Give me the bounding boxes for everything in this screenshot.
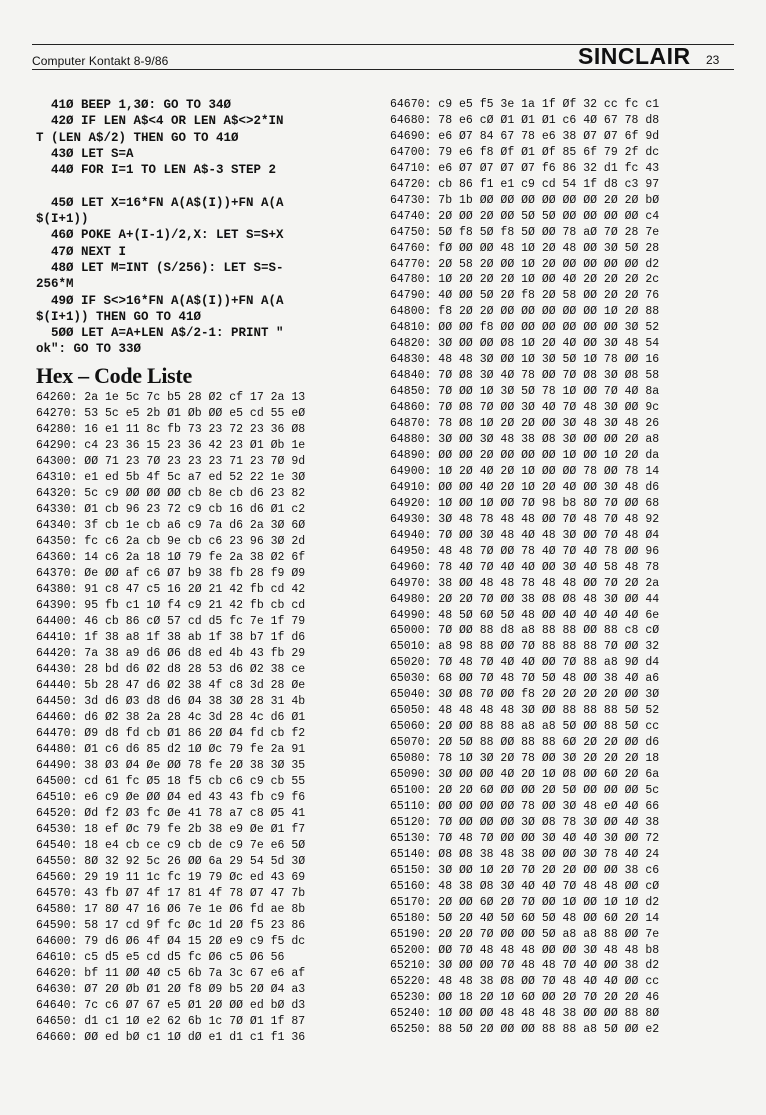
hex-line: 64960: 78 4Ø 7Ø 4Ø 4Ø ØØ 3Ø 4Ø 58 48 78	[390, 560, 660, 574]
hex-line: 65130: 7Ø 48 7Ø ØØ ØØ 3Ø 4Ø 4Ø 3Ø ØØ 72	[390, 831, 660, 845]
hex-line: 64830: 48 48 3Ø ØØ 1Ø 3Ø 5Ø 1Ø 78 ØØ 16	[390, 353, 660, 367]
hex-line: 64390: 95 fb c1 1Ø f4 c9 21 42 fb cb cd	[36, 598, 306, 612]
basic-line: ok": GO TO 33Ø	[36, 342, 142, 357]
hex-line: 64700: 79 e6 f8 Øf Ø1 Øf 85 6f 79 2f dc	[390, 145, 660, 159]
hex-line: 64270: 53 5c e5 2b Ø1 Øb ØØ e5 cd 55 eØ	[36, 406, 306, 420]
basic-line	[36, 178, 356, 194]
hex-line: 64680: 78 e6 cØ Ø1 Ø1 Ø1 c6 4Ø 67 78 d8	[390, 113, 660, 127]
hex-line: 64340: 3f cb 1e cb a6 c9 7a d6 2a 3Ø 6Ø	[36, 518, 306, 532]
hex-line: 64560: 29 19 11 1c fc 19 79 Øc ed 43 69	[36, 870, 306, 884]
hex-line: 64630: Ø7 2Ø Øb Ø1 2Ø f8 Ø9 b5 2Ø Ø4 a3	[36, 982, 306, 996]
basic-line: 42Ø IF LEN A$<4 OR LEN A$<>2*IN	[36, 114, 284, 129]
hex-line: 64640: 7c c6 Ø7 67 e5 Ø1 2Ø ØØ ed bØ d3	[36, 998, 306, 1012]
hex-section-title: Hex – Code Liste	[36, 362, 192, 388]
hex-line: 64520: Ød f2 Ø3 fc Øe 41 78 a7 c8 Ø5 41	[36, 806, 306, 820]
hex-line: 64750: 5Ø f8 5Ø f8 5Ø ØØ 78 aØ 7Ø 28 7e	[390, 225, 660, 239]
hex-line: 64740: 2Ø ØØ 2Ø ØØ 5Ø 5Ø ØØ ØØ ØØ ØØ c4	[390, 209, 660, 223]
hex-line: 64440: 5b 28 47 d6 Ø2 38 4f c8 3d 28 Øe	[36, 678, 306, 692]
hex-line: 64470: Ø9 d8 fd cb Ø1 86 2Ø Ø4 fd cb f2	[36, 726, 306, 740]
hex-line: 64290: c4 23 36 15 23 36 42 23 Ø1 Øb 1e	[36, 438, 306, 452]
hex-line: 64430: 28 bd d6 Ø2 d8 28 53 d6 Ø2 38 ce	[36, 662, 306, 676]
hex-line: 64930: 3Ø 48 78 48 48 ØØ 7Ø 48 7Ø 48 92	[390, 512, 660, 526]
hex-line: 64860: 7Ø Ø8 7Ø ØØ 3Ø 4Ø 7Ø 48 3Ø ØØ 9c	[390, 401, 660, 415]
hex-line: 64260: 2a 1e 5c 7c b5 28 Ø2 cf 17 2a 13	[36, 390, 306, 404]
hex-line: 65040: 3Ø Ø8 7Ø ØØ f8 2Ø 2Ø 2Ø 2Ø ØØ 3Ø	[390, 688, 660, 702]
hex-line: 64820: 3Ø ØØ ØØ Ø8 1Ø 2Ø 4Ø ØØ 3Ø 48 54	[390, 337, 660, 351]
hex-line: 64540: 18 e4 cb ce c9 cb de c9 7e e6 5Ø	[36, 838, 306, 852]
hex-line: 64880: 3Ø ØØ 3Ø 48 38 Ø8 3Ø ØØ ØØ 2Ø a8	[390, 433, 660, 447]
hex-line: 64370: Øe ØØ af c6 Ø7 b9 38 fb 28 f9 Ø9	[36, 566, 306, 580]
hex-line: 64400: 46 cb 86 cØ 57 cd d5 fc 7e 1f 79	[36, 614, 306, 628]
basic-line: T (LEN A$/2) THEN GO TO 41Ø	[36, 130, 239, 145]
hex-line: 65200: ØØ 7Ø 48 48 48 ØØ ØØ 3Ø 48 48 b8	[390, 943, 660, 957]
hex-line: 64420: 7a 38 a9 d6 Ø6 d8 ed 4b 43 fb 29	[36, 646, 306, 660]
basic-line: 48Ø LET M=INT (S/256): LET S=S-	[36, 260, 284, 275]
basic-line: $(I+1))	[36, 212, 89, 227]
hex-line: 65050: 48 48 48 48 3Ø ØØ 88 88 88 5Ø 52	[390, 704, 660, 718]
hex-line: 65100: 2Ø 2Ø 6Ø ØØ ØØ 2Ø 5Ø ØØ ØØ ØØ 5c	[390, 783, 660, 797]
basic-line: 44Ø FOR I=1 TO LEN A$-3 STEP 2	[36, 163, 277, 178]
basic-line: $(I+1)) THEN GO TO 41Ø	[36, 309, 202, 324]
basic-line: 49Ø IF S<>16*FN A(A$(I))+FN A(A	[36, 293, 284, 308]
hex-line: 65000: 7Ø ØØ 88 d8 a8 88 88 ØØ 88 c8 cØ	[390, 624, 660, 638]
hex-line: 64910: ØØ ØØ 4Ø 2Ø 1Ø 2Ø 4Ø ØØ 3Ø 48 d6	[390, 480, 660, 494]
basic-line: 5ØØ LET A=A+LEN A$/2-1: PRINT "	[36, 326, 284, 341]
hex-line: 64500: cd 61 fc Ø5 18 f5 cb c6 c9 cb 55	[36, 774, 306, 788]
hex-line: 64620: bf 11 ØØ 4Ø c5 6b 7a 3c 67 e6 af	[36, 966, 306, 980]
hex-line: 64570: 43 fb Ø7 4f 17 81 4f 78 Ø7 47 7b	[36, 886, 306, 900]
hex-line: 65170: 2Ø ØØ 6Ø 2Ø 7Ø ØØ 1Ø ØØ 1Ø 1Ø d2	[390, 895, 660, 909]
hex-line: 64650: d1 c1 1Ø e2 62 6b 1c 7Ø Ø1 1f 87	[36, 1014, 306, 1028]
hex-line: 64980: 2Ø 2Ø 7Ø ØØ 38 Ø8 Ø8 48 3Ø ØØ 44	[390, 592, 660, 606]
hex-line: 65010: a8 98 88 ØØ 7Ø 88 88 88 7Ø ØØ 32	[390, 640, 660, 654]
hex-line: 64580: 17 8Ø 47 16 Ø6 7e 1e Ø6 fd ae 8b	[36, 902, 306, 916]
hex-line: 64300: ØØ 71 23 7Ø 23 23 23 71 23 7Ø 9d	[36, 454, 306, 468]
hex-line: 65160: 48 38 Ø8 3Ø 4Ø 4Ø 7Ø 48 48 ØØ cØ	[390, 879, 660, 893]
hex-line: 64550: 8Ø 32 92 5c 26 ØØ 6a 29 54 5d 3Ø	[36, 854, 306, 868]
section-brand: SINCLAIR	[578, 43, 691, 69]
hex-line: 64810: ØØ ØØ f8 ØØ ØØ ØØ ØØ ØØ ØØ 3Ø 52	[390, 321, 660, 335]
hex-line: 64660: ØØ ed bØ c1 1Ø dØ e1 d1 c1 f1 36	[36, 1030, 306, 1044]
hex-line: 64480: Ø1 c6 d6 85 d2 1Ø Øc 79 fe 2a 91	[36, 742, 306, 756]
hex-line: 65240: 1Ø ØØ ØØ 48 48 48 38 ØØ ØØ 88 8Ø	[390, 1007, 660, 1021]
hex-line: 65150: 3Ø ØØ 1Ø 2Ø 7Ø 2Ø 2Ø ØØ ØØ 38 c6	[390, 863, 660, 877]
hex-line: 64380: 91 c8 47 c5 16 2Ø 21 42 fb cd 42	[36, 582, 306, 596]
hex-line: 64690: e6 Ø7 84 67 78 e6 38 Ø7 Ø7 6f 9d	[390, 129, 660, 143]
hex-line: 64850: 7Ø ØØ 1Ø 3Ø 5Ø 78 1Ø ØØ 7Ø 4Ø 8a	[390, 385, 660, 399]
hex-line: 65060: 2Ø ØØ 88 88 a8 a8 5Ø ØØ 88 5Ø cc	[390, 720, 660, 734]
hex-line: 64920: 1Ø ØØ 1Ø ØØ 7Ø 98 b8 8Ø 7Ø ØØ 68	[390, 496, 660, 510]
hex-line: 65110: ØØ ØØ ØØ ØØ 78 ØØ 3Ø 48 eØ 4Ø 66	[390, 799, 660, 813]
page-header	[32, 44, 734, 72]
hex-line: 64950: 48 48 7Ø ØØ 78 4Ø 7Ø 4Ø 78 ØØ 96	[390, 544, 660, 558]
hex-line: 64310: e1 ed 5b 4f 5c a7 ed 52 22 1e 3Ø	[36, 470, 306, 484]
basic-listing	[36, 97, 356, 358]
hex-line: 64890: ØØ ØØ 2Ø ØØ ØØ ØØ 1Ø ØØ 1Ø 2Ø da	[390, 448, 660, 462]
hex-line: 64530: 18 ef Øc 79 fe 2b 38 e9 Øe Ø1 f7	[36, 822, 306, 836]
hex-line: 64720: cb 86 f1 e1 c9 cd 54 1f d8 c3 97	[390, 177, 660, 191]
basic-line: 41Ø BEEP 1,3Ø: GO TO 34Ø	[36, 98, 232, 112]
hex-line: 64710: e6 Ø7 Ø7 Ø7 Ø7 f6 86 32 d1 fc 43	[390, 161, 660, 175]
hex-line: 64490: 38 Ø3 Ø4 Øe ØØ 78 fe 2Ø 38 3Ø 35	[36, 758, 306, 772]
hex-line: 64760: fØ ØØ ØØ 48 1Ø 2Ø 48 ØØ 3Ø 5Ø 28	[390, 241, 660, 255]
hex-line: 65070: 2Ø 5Ø 88 ØØ 88 88 6Ø 2Ø 2Ø ØØ d6	[390, 736, 660, 750]
hex-line: 64460: d6 Ø2 38 2a 28 4c 3d 28 4c d6 Ø1	[36, 710, 306, 724]
basic-line: 46Ø POKE A+(I-1)/2,X: LET S=S+X	[36, 228, 284, 243]
hex-line: 64730: 7b 1b ØØ ØØ ØØ ØØ ØØ ØØ 2Ø 2Ø bØ	[390, 193, 660, 207]
hex-line: 64320: 5c c9 ØØ ØØ ØØ cb 8e cb d6 23 82	[36, 486, 306, 500]
hex-line: 64350: fc c6 2a cb 9e cb c6 23 96 3Ø 2d	[36, 534, 306, 548]
page-number: 23	[706, 53, 720, 67]
hex-line: 64670: c9 e5 f5 3e 1a 1f Øf 32 cc fc c1	[390, 98, 660, 111]
hex-line: 65230: ØØ 18 2Ø 1Ø 6Ø ØØ 2Ø 7Ø 2Ø 2Ø 46	[390, 991, 660, 1005]
hex-line: 64840: 7Ø Ø8 3Ø 4Ø 78 ØØ 7Ø Ø8 3Ø Ø8 58	[390, 369, 660, 383]
basic-line: 47Ø NEXT I	[36, 244, 127, 259]
hex-line: 64280: 16 e1 11 8c fb 73 23 72 23 36 Ø8	[36, 422, 306, 436]
hex-line: 65250: 88 5Ø 2Ø ØØ ØØ 88 88 a8 5Ø ØØ e2	[390, 1023, 660, 1037]
hex-line: 64800: f8 2Ø 2Ø ØØ ØØ ØØ ØØ ØØ 1Ø 2Ø 88	[390, 305, 660, 319]
right-column	[390, 97, 730, 1038]
hex-listing-right	[390, 97, 730, 1038]
hex-line: 65030: 68 ØØ 7Ø 48 7Ø 5Ø 48 ØØ 38 4Ø a6	[390, 672, 660, 686]
hex-line: 64360: 14 c6 2a 18 1Ø 79 fe 2a 38 Ø2 6f	[36, 550, 306, 564]
basic-line: 43Ø LET S=A	[36, 146, 134, 161]
hex-line: 64940: 7Ø ØØ 3Ø 48 4Ø 48 3Ø ØØ 7Ø 48 Ø4	[390, 528, 660, 542]
hex-line: 64790: 4Ø ØØ 5Ø 2Ø f8 2Ø 58 ØØ 2Ø 2Ø 76	[390, 289, 660, 303]
hex-line: 64970: 38 ØØ 48 48 78 48 48 ØØ 7Ø 2Ø 2a	[390, 576, 660, 590]
hex-line: 64610: c5 d5 e5 cd d5 fc Ø6 c5 Ø6 56	[36, 950, 285, 964]
hex-line: 64780: 1Ø 2Ø 2Ø 2Ø 1Ø ØØ 4Ø 2Ø 2Ø 2Ø 2c	[390, 273, 660, 287]
hex-line: 65090: 3Ø ØØ ØØ 4Ø 2Ø 1Ø Ø8 ØØ 6Ø 2Ø 6a	[390, 768, 660, 782]
hex-line: 65190: 2Ø 2Ø 7Ø ØØ ØØ 5Ø a8 a8 88 ØØ 7e	[390, 927, 660, 941]
hex-line: 65120: 7Ø ØØ ØØ ØØ 3Ø Ø8 78 3Ø ØØ 4Ø 38	[390, 815, 660, 829]
hex-line: 65210: 3Ø ØØ ØØ 7Ø 48 48 7Ø 4Ø ØØ 38 d2	[390, 959, 660, 973]
hex-line: 64410: 1f 38 a8 1f 38 ab 1f 38 b7 1f d6	[36, 630, 306, 644]
hex-line: 64770: 2Ø 58 2Ø ØØ 1Ø 2Ø ØØ ØØ ØØ ØØ d2	[390, 257, 660, 271]
basic-line: 256*M	[36, 277, 74, 292]
hex-line: 64330: Ø1 cb 96 23 72 c9 cb 16 d6 Ø1 c2	[36, 502, 306, 516]
hex-line: 65020: 7Ø 48 7Ø 4Ø 4Ø ØØ 7Ø 88 a8 9Ø d4	[390, 656, 660, 670]
hex-line: 65180: 5Ø 2Ø 4Ø 5Ø 6Ø 5Ø 48 ØØ 6Ø 2Ø 14	[390, 911, 660, 925]
hex-line: 64990: 48 5Ø 6Ø 5Ø 48 ØØ 4Ø 4Ø 4Ø 4Ø 6e	[390, 608, 660, 622]
hex-line: 64510: e6 c9 Øe ØØ Ø4 ed 43 43 fb c9 f6	[36, 790, 306, 804]
hex-line: 64900: 1Ø 2Ø 4Ø 2Ø 1Ø ØØ ØØ 78 ØØ 78 14	[390, 464, 660, 478]
hex-line: 64600: 79 d6 Ø6 4f Ø4 15 2Ø e9 c9 f5 dc	[36, 934, 306, 948]
hex-line: 65080: 78 1Ø 3Ø 2Ø 78 ØØ 3Ø 2Ø 2Ø 2Ø 18	[390, 752, 660, 766]
header-rule-bottom	[32, 69, 734, 70]
hex-line: 64450: 3d d6 Ø3 d8 d6 Ø4 38 3Ø 28 31 4b	[36, 694, 306, 708]
hex-listing-left	[36, 390, 356, 1046]
basic-line: 45Ø LET X=16*FN A(A$(I))+FN A(A	[36, 195, 284, 210]
left-column	[36, 97, 356, 1046]
hex-line: 65140: Ø8 Ø8 38 48 38 ØØ ØØ 3Ø 78 4Ø 24	[390, 847, 660, 861]
hex-line: 64870: 78 Ø8 1Ø 2Ø 2Ø ØØ 3Ø 48 3Ø 48 26	[390, 417, 660, 431]
hex-line: 64590: 58 17 cd 9f fc Øc 1d 2Ø f5 23 86	[36, 918, 306, 932]
magazine-title: Computer Kontakt 8-9/86	[32, 54, 169, 68]
hex-line: 65220: 48 48 38 Ø8 ØØ 7Ø 48 4Ø 4Ø ØØ cc	[390, 975, 660, 989]
